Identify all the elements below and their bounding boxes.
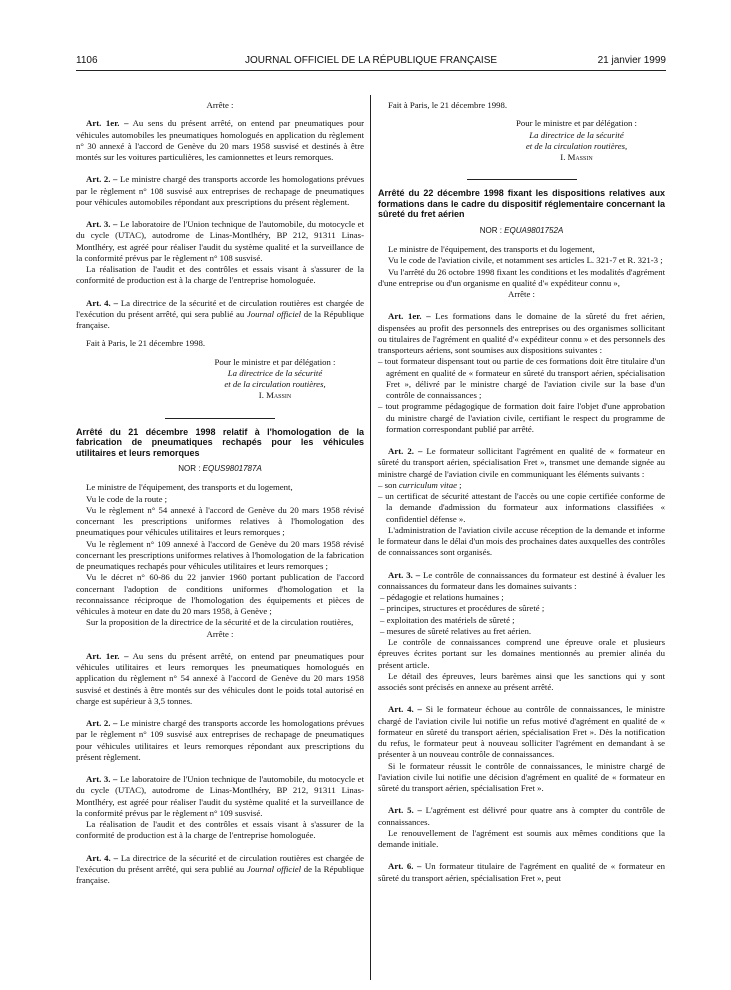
- article-4: [76, 853, 364, 887]
- article-1: [378, 311, 665, 356]
- article-label: Art. 1er. –: [86, 650, 129, 661]
- signatory-name: I. Massin: [560, 152, 593, 162]
- signatory-name: I. Massin: [258, 390, 292, 401]
- list-item: – mesures de sûreté relatives au fret aérien.: [380, 625, 532, 636]
- page-number: 1106: [76, 55, 98, 66]
- article-text: Si le formateur échoue au contrôle de connaissances, le ministre chargé de l'aviation civile lui notifie un refus motivé d'agrément en qualité de « formateur en sûreté du transport aérien, spécialisation Fret ». Dès la notification du refus, le formateur peut à nouveau solliciter l'agrément en demandant à se présenter à un nouveau contrôle de connaissances.: [378, 704, 665, 760]
- fait-a-paris: Fait à Paris, le 21 décembre 1998.: [86, 338, 206, 349]
- article-label: Art. 3. –: [86, 774, 118, 784]
- signature-line: Pour le ministre et par délégation :: [214, 356, 336, 367]
- column-divider: [370, 95, 371, 980]
- arrete-heading: Arrête :: [508, 289, 535, 299]
- list-item: – tout formateur dispensant tout ou partie de ces formations doit être titulaire d'un agrément en qualité de « formateur en sûreté du transport aérien, spécialisation Fret », délivré par le ministre chargé de l'aviation civile sur la base d'un contrôle de connaissances ;: [378, 356, 665, 400]
- arrete-heading: Arrête :: [206, 100, 234, 110]
- article-2: [76, 718, 364, 763]
- list-item: – exploitation des matériels de sûreté ;: [380, 614, 515, 625]
- paragraph: L'administration de l'aviation civile accuse réception de la demande et informe le formateur dans le délai d'un mois des prochaines dates auxquelles des contrôles de connaissances sont organisés.: [378, 524, 665, 558]
- signature-block: [378, 118, 665, 163]
- article-text: Le ministre chargé des transports accorde les homologations prévues par le règlement n° 109 susvisé aux entreprises de rechapage de pneumatiques pour véhicules utilitaires et leurs remorques répondant aux prescriptions du présent règlement.: [76, 718, 364, 762]
- paragraph: Le contrôle de connaissances comprend une épreuve orale et plusieurs épreuves écrites portant sur les domaines mentionnés au premier alinéa du présent article.: [378, 637, 665, 670]
- article-5: [378, 805, 665, 828]
- article-2: [378, 446, 665, 480]
- list-item: – tout programme pédagogique de formation doit faire l'objet d'une approbation du ministre chargé de l'aviation civile, certifiant le respect du programme de formation correspondant publié par arrêté.: [378, 401, 665, 434]
- article-3: [76, 219, 364, 264]
- article-label: Art. 1er. –: [388, 311, 431, 322]
- list-item: – son curriculum vitae ;: [378, 479, 462, 490]
- nor-code: EQUS9801787A: [202, 464, 262, 473]
- visa: Vu le code de l'aviation civile, et notamment ses articles L. 321-7 et R. 321-3 ;: [388, 255, 663, 266]
- article-text: Le laboratoire de l'Union technique de l'automobile, du motocycle et du cycle (UTAC), autodrome de Linas-Montlhéry, BP 212, 91311 Linas-Montlhéry, est agréé pour réaliser l'audit du système qualité et la surveillance de la conformité prévus par le règlement n° 108 susvisé.: [76, 219, 364, 263]
- article-label: Art. 5. –: [388, 805, 422, 816]
- article-label: Art. 2. –: [86, 174, 118, 185]
- article-label: Art. 6. –: [388, 861, 422, 872]
- visa: Vu le règlement n° 109 annexé à l'accord de Genève du 20 mars 1958 révisé concernant les prescriptions uniformes relatives à l'homologation de la fabrication de pneumatiques rechapés pour véhicules utilitaires et leurs remorques ;: [76, 538, 364, 571]
- article-text: L'agrément est délivré pour quatre ans à compter du contrôle de connaissances.: [378, 805, 665, 827]
- article-text: de la République française.: [76, 863, 364, 885]
- curriculum-vitae: curriculum vitae: [398, 479, 457, 490]
- journal-officiel: Journal officiel: [246, 308, 302, 319]
- header-rule: [76, 70, 666, 71]
- article-3: [378, 570, 665, 593]
- signature-line: La directrice de la sécurité: [529, 129, 624, 140]
- decree-title: Arrêté du 22 décembre 1998 fixant les dispositions relatives aux formations dans le cadre du dispositif réglementaire concernant la sûreté du fret aérien: [378, 188, 665, 220]
- article-label: Art. 4. –: [388, 704, 422, 715]
- article-text: La directrice de la sécurité et de circulation routières est chargée de l'exécution du présent arrêté, qui sera publié au: [76, 297, 364, 319]
- paragraph: La réalisation de l'audit et des contrôles et essais visant à s'assurer de la conformité de production est à la charge de l'entreprise homologuée.: [76, 264, 364, 286]
- section-separator: [467, 179, 577, 180]
- article-text: Au sens du présent arrêté, on entend par pneumatiques pour véhicules automobiles les pneumatiques homologués en application du règlement n° 30 annexé à l'accord de Genève du 20 mars 1958 susvisé et destinés à être montés sur les voitures particulières, les camionnettes et leurs remorques.: [76, 118, 364, 162]
- journal-officiel: Journal officiel: [246, 863, 302, 874]
- section-separator: [165, 418, 275, 419]
- article-label: Art. 1er. –: [86, 118, 129, 129]
- article-2: [76, 174, 364, 208]
- article-text: La directrice de la sécurité et de circulation routières est chargée de l'exécution du présent arrêté, qui sera publié au: [76, 852, 364, 874]
- article-label: Art. 4. –: [86, 852, 118, 863]
- paragraph: Le renouvellement de l'agrément est soumis aux mêmes conditions que la demande initiale.: [378, 827, 665, 849]
- article-label: Art. 2. –: [86, 718, 118, 728]
- visa: Vu le règlement n° 54 annexé à l'accord de Genève du 20 mars 1958 révisé concernant les prescriptions uniformes relatives à l'homologation des pneumatiques pour véhicules utilitaires et leurs remorques ;: [76, 504, 364, 538]
- nor-reference: NOR : EQUS9801787A: [178, 464, 262, 473]
- paragraph: Si le formateur réussit le contrôle de connaissances, le ministre chargé de l'aviation civile lui notifie une décision d'agrément en qualité de « formateur en sûreté du transport aérien, spécialisation Fret ».: [378, 760, 665, 793]
- right-column: [378, 100, 665, 884]
- article-1: [76, 118, 364, 163]
- visa: Vu le décret n° 60-86 du 22 janvier 1960 portant publication de l'accord concernant l'adoption de conditions uniformes d'homologation et la reconnaissance réciproque de l'homologation des équipements et pièces de véhicules à moteur en date du 20 mars 1958, à Genève ;: [76, 572, 364, 616]
- article-text: Au sens du présent arrêté, on entend par pneumatiques pour véhicules utilitaires et leurs remorques les pneumatiques homologués en application du règlement n° 54 annexé à l'accord de Genève du 20 mars 1958 susvisé et destinés à être montés sur des véhicules dont le poids total autorisé en charge est supérieur à 3,5 tonnes.: [76, 650, 364, 706]
- article-4: [378, 704, 665, 760]
- article-text: de la République française.: [76, 308, 364, 330]
- visa: Le ministre de l'équipement, des transports et du logement,: [86, 482, 293, 493]
- list-item: – un certificat de sécurité attestant de l'accès ou une copie certifiée conforme de la demande d'admission du formateur aux informations classifiées « confidentiel défense ».: [378, 491, 665, 524]
- left-column: [76, 100, 364, 886]
- signature-line: et de la circulation routières,: [525, 140, 628, 151]
- visa: Vu l'arrêté du 26 octobre 1998 fixant les conditions et les modalités d'agrément d'une entreprise ou d'un organisme en qualité d'« expéditeur connu »,: [378, 266, 665, 288]
- list-item: – pédagogie et relations humaines ;: [380, 592, 504, 602]
- article-text: Le laboratoire de l'Union technique de l'automobile, du motocycle et du cycle (UTAC), autodrome de Linas-Montlhéry, BP 212, 91311 Linas-Montlhéry, est agréé pour réaliser l'audit du système qualité et la surveillance de la conformité prévus par le règlement n° 109 susvisé.: [76, 774, 364, 818]
- article-label: Art. 2. –: [388, 446, 423, 456]
- decree-title: Arrêté du 21 décembre 1998 relatif à l'homologation de la fabrication de pneumatiques rechapés pour les véhicules utilitaires et leurs remorques: [76, 426, 364, 458]
- article-label: Art. 3. –: [86, 219, 118, 229]
- signature-line: et de la circulation routières,: [224, 379, 326, 389]
- visa: Vu le code de la route ;: [86, 493, 168, 504]
- article-3: [76, 774, 364, 819]
- journal-title: JOURNAL OFFICIEL DE LA RÉPUBLIQUE FRANÇAISE: [244, 55, 498, 66]
- article-label: Art. 4. –: [86, 297, 118, 308]
- arrete-heading: Arrête :: [206, 628, 234, 639]
- article-1: [76, 651, 364, 707]
- nor-code: EQUA9801752A: [504, 225, 564, 235]
- paragraph: Le détail des épreuves, leurs barèmes ainsi que les sanctions qui y sont associés sont précisés en annexe au présent arrêté.: [378, 670, 665, 692]
- fait-a-paris: Fait à Paris, le 21 décembre 1998.: [388, 100, 508, 110]
- article-6: [378, 861, 665, 884]
- article-text: Le contrôle de connaissances du formateur est destiné à évaluer les connaissances du formateur dans les domaines suivants :: [378, 569, 665, 591]
- article-label: Art. 3. –: [388, 569, 421, 580]
- nor-reference: NOR : EQUA9801752A: [479, 225, 564, 235]
- article-text: Le formateur sollicitant l'agrément en qualité de « formateur en sûreté du transport aérien, spécialisation Fret », transmet une demande signée au ministre chargé de l'aviation civile en communiquant les éléments suivants :: [378, 446, 665, 479]
- article-text: Le ministre chargé des transports accorde les homologations prévues par le règlement n° 108 susvisé aux entreprises de rechapage de pneumatiques pour véhicules automobiles répondant aux prescriptions du présent règlement.: [76, 174, 364, 207]
- signature-line: Pour le ministre et par délégation :: [515, 118, 637, 129]
- article-4: [76, 298, 364, 332]
- article-text: Un formateur titulaire de l'agrément en qualité de « formateur en sûreté du transport aérien, spécialisation Fret », peut: [378, 861, 665, 883]
- visa: Le ministre de l'équipement, des transports et du logement,: [388, 244, 595, 254]
- visa: Sur la proposition de la directrice de la sécurité et de la circulation routières,: [86, 617, 354, 628]
- signature-line: La directrice de la sécurité: [227, 367, 323, 378]
- issue-date: 21 janvier 1999: [597, 55, 666, 66]
- signature-block: [76, 357, 364, 402]
- article-text: Les formations dans le domaine de la sûreté du fret aérien, dispensées au profit des personnels des entreprises ou des organismes sollicitant ou titulaires de l'agrément en qualité d'« expéditeur connu » et des personnels des transporteurs aériens, sont soumises aux dispositions suivantes :: [378, 311, 665, 355]
- page-header: [76, 55, 666, 69]
- list-item: – principes, structures et procédures de sûreté ;: [380, 603, 545, 614]
- paragraph: La réalisation de l'audit et des contrôles et essais visant à s'assurer de la conformité de production est à la charge de l'entreprise homologuée.: [76, 819, 364, 841]
